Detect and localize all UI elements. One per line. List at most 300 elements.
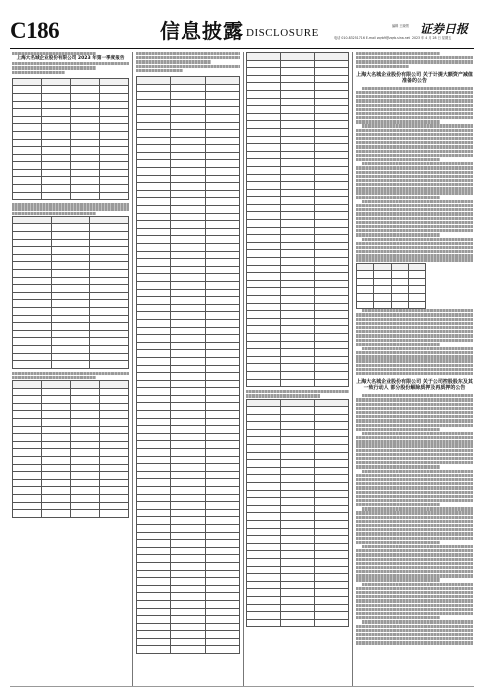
table-row: [247, 505, 349, 513]
table-cell: [315, 483, 349, 491]
masthead: [10, 18, 474, 48]
table-row: [247, 581, 349, 589]
table-cell: [281, 151, 315, 159]
table-cell: [100, 434, 129, 442]
text-line: [356, 171, 473, 174]
table-row: [13, 510, 129, 518]
masthead-rule: [10, 48, 474, 49]
table-cell: [13, 216, 52, 224]
table-cell: [247, 467, 281, 475]
table-cell: [137, 540, 171, 548]
text-line: [362, 200, 473, 203]
table-row: [137, 76, 240, 84]
text-line: [356, 440, 473, 443]
table-cell: [51, 330, 90, 338]
table-cell: [247, 318, 281, 326]
table-cell: [281, 121, 315, 129]
table-cell: [100, 78, 129, 86]
text-line: [356, 95, 473, 98]
table-cell: [391, 271, 408, 279]
table-cell: [51, 300, 90, 308]
table-cell: [247, 258, 281, 266]
table-cell: [13, 494, 42, 502]
table-cell: [51, 338, 90, 346]
table-row: [247, 475, 349, 483]
table-row: [247, 414, 349, 422]
table-cell: [13, 239, 52, 247]
table-cell: [247, 399, 281, 407]
table-row: [13, 131, 129, 139]
table-cell: [42, 487, 71, 495]
table-cell: [42, 381, 71, 389]
table-cell: [13, 124, 42, 132]
table-row: [13, 277, 129, 285]
text-line: [356, 587, 473, 590]
table-cell: [71, 192, 100, 200]
text-line: [356, 578, 440, 581]
table-cell: [100, 93, 129, 101]
table-cell: [281, 60, 315, 68]
table-cell: [247, 204, 281, 212]
table-cell: [171, 487, 205, 495]
text-line: [356, 351, 473, 354]
table-cell: [247, 574, 281, 582]
table-cell: [357, 271, 374, 279]
table-cell: [205, 281, 239, 289]
table-row: [247, 242, 349, 250]
table-cell: [205, 600, 239, 608]
table-row: [137, 168, 240, 176]
table-cell: [100, 169, 129, 177]
table-cell: [205, 266, 239, 274]
table-cell: [137, 494, 171, 502]
table-cell: [374, 301, 391, 309]
table-row: [247, 250, 349, 258]
table-row: [137, 342, 240, 350]
table-cell: [205, 198, 239, 206]
table-cell: [281, 521, 315, 529]
table-cell: [137, 251, 171, 259]
table-row: [13, 449, 129, 457]
table-cell: [315, 265, 349, 273]
table-row: [247, 318, 349, 326]
table-cell: [315, 166, 349, 174]
table-cell: [51, 216, 90, 224]
table-cell: [171, 570, 205, 578]
table-cell: [51, 232, 90, 240]
table-cell: [13, 419, 42, 427]
table-cell: [281, 536, 315, 544]
column-divider: [132, 52, 133, 686]
table-cell: [13, 315, 52, 323]
table-cell: [137, 175, 171, 183]
table-cell: [137, 532, 171, 540]
table-cell: [247, 106, 281, 114]
table-cell: [100, 457, 129, 465]
text-line: [356, 436, 473, 439]
table-row: [137, 646, 240, 654]
text-line: [356, 398, 473, 401]
table-cell: [281, 174, 315, 182]
table-cell: [315, 399, 349, 407]
table-row: [137, 297, 240, 305]
table-cell: [137, 76, 171, 84]
table-row: [137, 638, 240, 646]
table-cell: [100, 147, 129, 155]
text-line: [356, 428, 440, 431]
text-line: [362, 470, 473, 473]
table-cell: [137, 122, 171, 130]
table-cell: [137, 107, 171, 115]
text-line: [356, 591, 473, 594]
section-title: 信息披露: [160, 19, 244, 43]
table-row: [137, 555, 240, 563]
text-line: [356, 108, 473, 111]
table-row: [137, 479, 240, 487]
table-row: [137, 350, 240, 358]
table-row: [247, 596, 349, 604]
table-cell: [391, 286, 408, 294]
table-cell: [247, 558, 281, 566]
table-row: [357, 271, 426, 279]
table-cell: [205, 304, 239, 312]
table-cell: [13, 285, 52, 293]
table-cell: [315, 136, 349, 144]
table-cell: [247, 341, 281, 349]
table-cell: [13, 388, 42, 396]
text-line: [356, 465, 440, 468]
table-row: [247, 68, 349, 76]
table-row: [247, 437, 349, 445]
table-row: [247, 543, 349, 551]
table-cell: [42, 177, 71, 185]
column-divider: [352, 52, 353, 686]
table-cell: [281, 371, 315, 379]
table-cell: [137, 289, 171, 297]
table-cell: [137, 130, 171, 138]
table-cell: [42, 449, 71, 457]
table-cell: [315, 258, 349, 266]
table-cell: [51, 254, 90, 262]
table-cell: [13, 116, 42, 124]
table-cell: [171, 494, 205, 502]
table-cell: [137, 646, 171, 654]
table-row: [247, 422, 349, 430]
table-cell: [137, 388, 171, 396]
table-cell: [205, 418, 239, 426]
table-row: [137, 532, 240, 540]
table-cell: [171, 145, 205, 153]
table-cell: [281, 303, 315, 311]
table-cell: [315, 574, 349, 582]
text-line: [356, 129, 473, 132]
table-cell: [42, 101, 71, 109]
table-cell: [71, 162, 100, 170]
table-row: [247, 445, 349, 453]
table-cell: [374, 294, 391, 302]
table-cell: [205, 160, 239, 168]
table-cell: [247, 113, 281, 121]
table-row: [13, 494, 129, 502]
table-cell: [137, 403, 171, 411]
table-row: [247, 467, 349, 475]
table-cell: [205, 312, 239, 320]
table-cell: [205, 319, 239, 327]
column-divider: [243, 52, 244, 686]
table-cell: [281, 589, 315, 597]
table-cell: [247, 551, 281, 559]
table-row: [13, 464, 129, 472]
table-cell: [205, 471, 239, 479]
table-cell: [171, 532, 205, 540]
table-cell: [137, 206, 171, 214]
table-cell: [281, 356, 315, 364]
table-cell: [281, 273, 315, 281]
table-cell: [281, 280, 315, 288]
notice-title: 上海大名城企业股份有限公司 关于公司控股股东及其一致行动人 部分股份解除质押及再质押的公告: [356, 379, 473, 392]
table-cell: [100, 502, 129, 510]
table-row: [13, 292, 129, 300]
table-cell: [315, 68, 349, 76]
table-cell: [137, 319, 171, 327]
table-row: [137, 137, 240, 145]
table-cell: [205, 479, 239, 487]
table-row: [13, 139, 129, 147]
table-row: [137, 228, 240, 236]
text-line: [362, 238, 473, 241]
table-cell: [13, 457, 42, 465]
table-cell: [100, 177, 129, 185]
table-row: [247, 258, 349, 266]
table-row: [13, 434, 129, 442]
table-cell: [137, 99, 171, 107]
table-row: [247, 159, 349, 167]
table-row: [247, 349, 349, 357]
table-cell: [315, 280, 349, 288]
table-row: [137, 494, 240, 502]
table-row: [247, 296, 349, 304]
table-cell: [42, 434, 71, 442]
text-line: [356, 604, 473, 607]
table-cell: [281, 437, 315, 445]
table-cell: [100, 116, 129, 124]
table-cell: [205, 373, 239, 381]
table-cell: [42, 93, 71, 101]
table-cell: [137, 183, 171, 191]
table-cell: [281, 452, 315, 460]
table-cell: [171, 206, 205, 214]
table-row: [247, 98, 349, 106]
table-cell: [137, 600, 171, 608]
table-cell: [13, 277, 52, 285]
table-cell: [13, 479, 42, 487]
table-cell: [51, 224, 90, 232]
table-cell: [42, 109, 71, 117]
table-row: [247, 106, 349, 114]
table-cell: [281, 612, 315, 620]
table-cell: [315, 212, 349, 220]
table-cell: [205, 122, 239, 130]
table-cell: [13, 510, 42, 518]
table-row: [137, 335, 240, 343]
contact-text: 电话 010-83251716 E-mail zqrb9@zqrb.sina.net: [334, 36, 410, 40]
table-cell: [137, 517, 171, 525]
table-cell: [137, 259, 171, 267]
table-row: [137, 114, 240, 122]
text-line: [356, 355, 473, 358]
table-cell: [281, 311, 315, 319]
text-line: [356, 482, 473, 485]
text-line: [356, 549, 473, 552]
text-line: [356, 166, 473, 169]
table-row: [13, 262, 129, 270]
table-row: [13, 323, 129, 331]
table-cell: [281, 566, 315, 574]
table-cell: [13, 262, 52, 270]
text-line: [356, 562, 473, 565]
text-line: [362, 620, 473, 623]
table-cell: [71, 403, 100, 411]
table-cell: [357, 278, 374, 286]
table-cell: [13, 381, 42, 389]
table-row: [137, 365, 240, 373]
table-cell: [137, 449, 171, 457]
table-cell: [205, 137, 239, 145]
table-cell: [137, 441, 171, 449]
text-line: [356, 528, 473, 531]
text-line: [356, 175, 473, 178]
table-cell: [281, 558, 315, 566]
table-cell: [137, 547, 171, 555]
table-row: [13, 330, 129, 338]
table-cell: [137, 244, 171, 252]
table-row: [247, 483, 349, 491]
page-footer-rule: [10, 686, 474, 687]
table-cell: [315, 379, 349, 387]
table-cell: [374, 278, 391, 286]
table-cell: [13, 434, 42, 442]
table-cell: [100, 464, 129, 472]
table-cell: [281, 399, 315, 407]
table-cell: [315, 505, 349, 513]
text-line: [356, 368, 473, 371]
table-cell: [281, 189, 315, 197]
table-cell: [137, 228, 171, 236]
table-row: [247, 558, 349, 566]
table-cell: [137, 342, 171, 350]
table-cell: [205, 585, 239, 593]
table-cell: [171, 441, 205, 449]
text-line: [356, 217, 473, 220]
table-cell: [171, 479, 205, 487]
text-line: [356, 364, 473, 367]
column-1: [12, 52, 129, 686]
table-cell: [171, 395, 205, 403]
text-line: [356, 254, 473, 257]
table-cell: [281, 505, 315, 513]
table-row: [357, 294, 426, 302]
table-cell: [247, 75, 281, 83]
table-cell: [71, 419, 100, 427]
table-cell: [205, 623, 239, 631]
table-cell: [100, 101, 129, 109]
table-cell: [137, 509, 171, 517]
table-cell: [205, 206, 239, 214]
text-line: [362, 309, 473, 312]
table-cell: [315, 90, 349, 98]
text-line: [356, 541, 440, 544]
table-cell: [281, 53, 315, 61]
table-cell: [137, 160, 171, 168]
table-cell: [171, 411, 205, 419]
table-row: [247, 311, 349, 319]
text-line: [356, 91, 473, 94]
column-3: [246, 52, 349, 686]
table-cell: [90, 247, 129, 255]
table-cell: [281, 349, 315, 357]
table-row: [247, 189, 349, 197]
table-cell: [42, 510, 71, 518]
table-cell: [247, 414, 281, 422]
table-row: [247, 235, 349, 243]
shareholder-table: [12, 380, 129, 518]
table-row: [13, 403, 129, 411]
text-line: [356, 99, 473, 102]
notice-title: 上海大名城企业股份有限公司 关于计提大额资产减值准备的公告: [356, 71, 473, 84]
table-cell: [100, 109, 129, 117]
table-row: [247, 574, 349, 582]
table-cell: [137, 524, 171, 532]
table-row: [13, 247, 129, 255]
table-cell: [13, 131, 42, 139]
table-cell: [205, 411, 239, 419]
table-cell: [205, 244, 239, 252]
table-cell: [42, 147, 71, 155]
text-line: [362, 87, 473, 90]
table-cell: [71, 434, 100, 442]
text-line: [362, 162, 473, 165]
table-cell: [100, 449, 129, 457]
table-cell: [51, 307, 90, 315]
text-line: [356, 612, 473, 615]
table-cell: [137, 380, 171, 388]
table-cell: [13, 403, 42, 411]
table-row: [13, 502, 129, 510]
table-cell: [171, 380, 205, 388]
text-line: [356, 453, 473, 456]
table-cell: [205, 221, 239, 229]
table-row: [357, 286, 426, 294]
table-cell: [247, 311, 281, 319]
table-row: [13, 216, 129, 224]
table-cell: [100, 472, 129, 480]
table-row: [13, 101, 129, 109]
table-cell: [137, 502, 171, 510]
table-cell: [137, 168, 171, 176]
table-row: [137, 570, 240, 578]
text-line: [356, 208, 473, 211]
table-cell: [137, 479, 171, 487]
table-cell: [71, 411, 100, 419]
text-line: [356, 599, 473, 602]
table-row: [137, 152, 240, 160]
table-cell: [315, 543, 349, 551]
table-cell: [51, 361, 90, 369]
table-cell: [71, 502, 100, 510]
text-line: [356, 524, 473, 527]
notice-title: 上海大名城企业股份有限公司 2023 年第一季度报告: [16, 56, 125, 62]
table-cell: [281, 467, 315, 475]
